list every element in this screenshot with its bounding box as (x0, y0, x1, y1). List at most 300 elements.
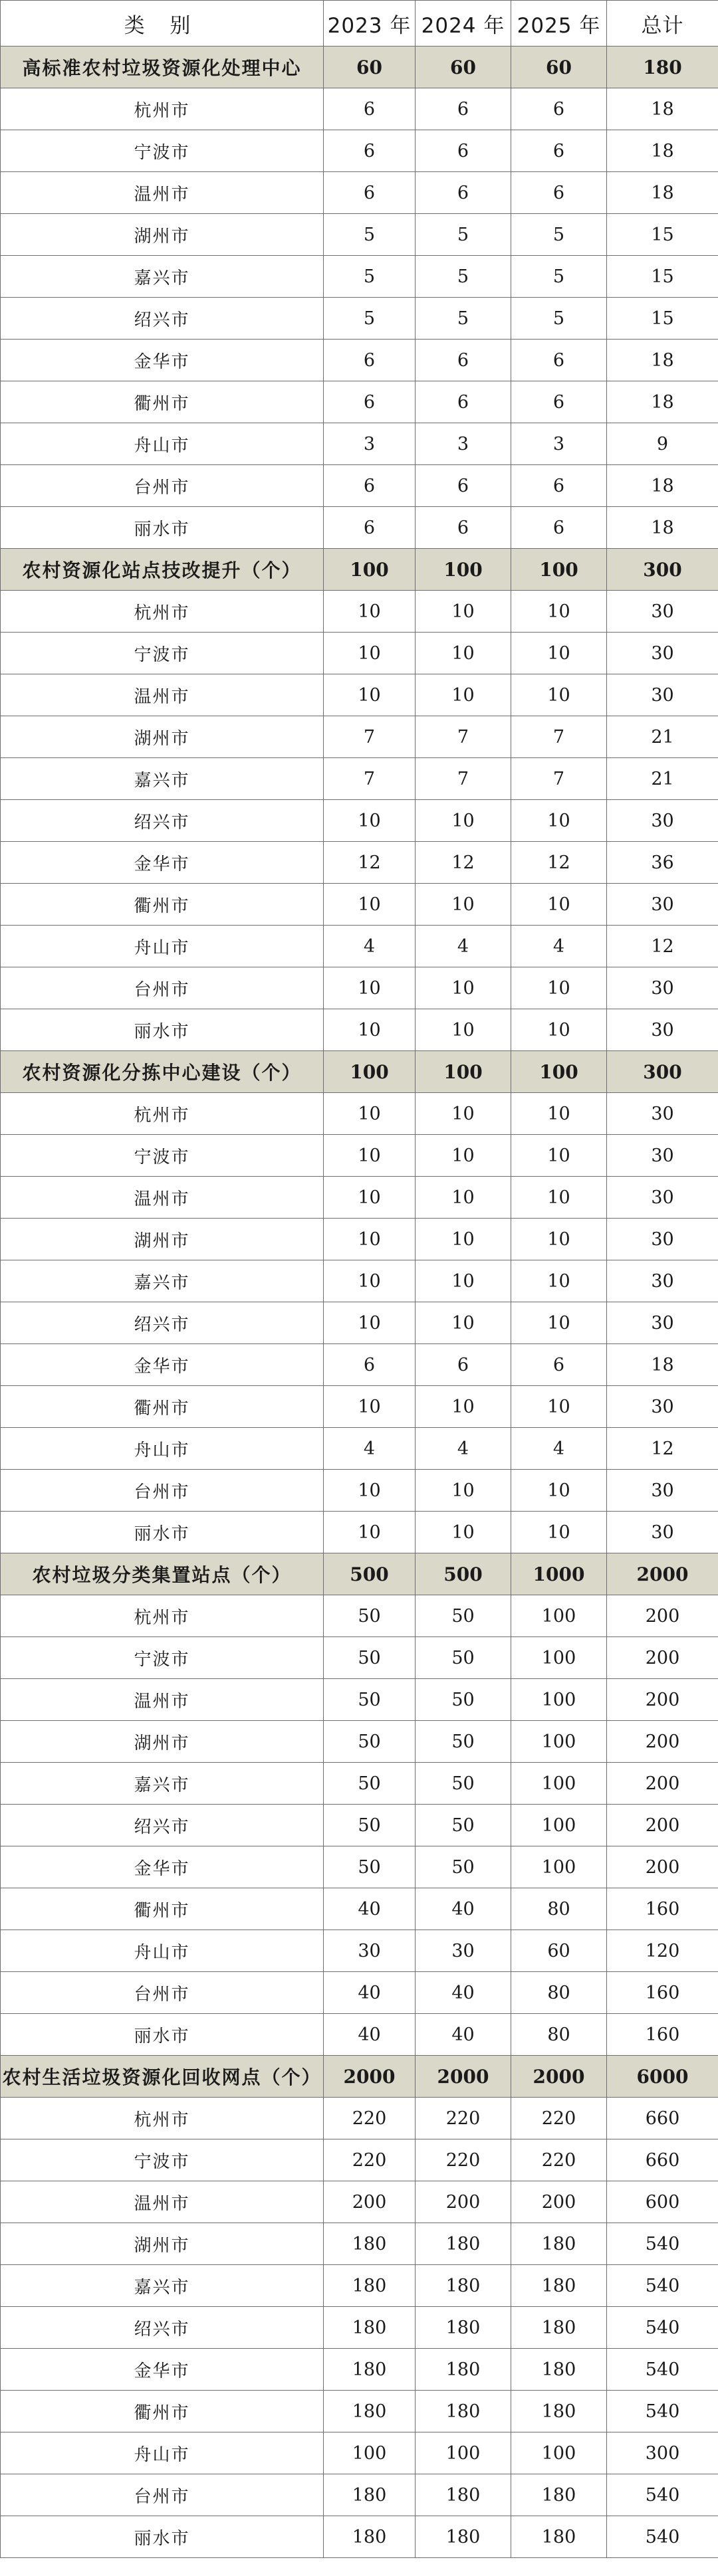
city-value-2024: 6 (416, 130, 511, 172)
table-row (1, 1888, 718, 1930)
group-name: 高标准农村垃圾资源化处理中心 (1, 47, 324, 88)
city-value-2024: 5 (416, 214, 511, 256)
city-value-2024: 180 (416, 2223, 511, 2265)
city-value-2023: 50 (324, 1846, 416, 1888)
city-value-2024: 10 (416, 1386, 511, 1428)
city-name: 嘉兴市 (1, 1260, 324, 1302)
city-value-total: 18 (607, 88, 718, 130)
city-value-total: 200 (607, 1763, 718, 1805)
city-value-2024: 50 (416, 1805, 511, 1846)
city-name: 嘉兴市 (1, 1763, 324, 1805)
city-value-2024: 6 (416, 381, 511, 423)
city-name: 宁波市 (1, 2139, 324, 2181)
city-value-2025: 6 (511, 381, 607, 423)
table-row (1, 842, 718, 884)
group-value-total: 6000 (607, 2056, 718, 2098)
city-value-total: 30 (607, 591, 718, 633)
city-value-total: 18 (607, 381, 718, 423)
city-value-2023: 180 (324, 2223, 416, 2265)
group-value-2023: 60 (324, 47, 416, 88)
city-value-2023: 5 (324, 298, 416, 340)
city-value-2025: 10 (511, 1386, 607, 1428)
city-value-2025: 6 (511, 465, 607, 507)
table-row (1, 1093, 718, 1135)
city-value-2024: 220 (416, 2098, 511, 2139)
city-value-total: 30 (607, 1386, 718, 1428)
city-value-total: 30 (607, 633, 718, 674)
city-value-total: 200 (607, 1595, 718, 1637)
city-value-2025: 10 (511, 884, 607, 926)
city-value-2024: 4 (416, 1428, 511, 1470)
city-name: 温州市 (1, 2181, 324, 2223)
city-value-total: 15 (607, 256, 718, 298)
city-name: 嘉兴市 (1, 758, 324, 800)
table-row (1, 2474, 718, 2516)
city-name: 湖州市 (1, 716, 324, 758)
city-name: 嘉兴市 (1, 2265, 324, 2307)
city-value-2024: 50 (416, 1679, 511, 1721)
city-name: 宁波市 (1, 1637, 324, 1679)
city-value-2024: 10 (416, 1302, 511, 1344)
city-value-2024: 10 (416, 1512, 511, 1553)
city-name: 衢州市 (1, 2391, 324, 2432)
table-row (1, 1260, 718, 1302)
city-value-2023: 5 (324, 214, 416, 256)
city-value-2024: 50 (416, 1721, 511, 1763)
table-row (1, 1763, 718, 1805)
city-value-2024: 180 (416, 2307, 511, 2349)
city-value-2023: 10 (324, 674, 416, 716)
city-value-total: 160 (607, 2014, 718, 2056)
city-value-total: 18 (607, 507, 718, 549)
city-value-2025: 10 (511, 591, 607, 633)
city-value-2023: 6 (324, 507, 416, 549)
city-value-2024: 7 (416, 758, 511, 800)
table-row (1, 465, 718, 507)
city-value-2025: 100 (511, 2432, 607, 2474)
table-row (1, 1972, 718, 2014)
city-name: 温州市 (1, 674, 324, 716)
table-row (1, 2391, 718, 2432)
table-row (1, 2139, 718, 2181)
city-value-2025: 10 (511, 1177, 607, 1219)
city-value-2025: 5 (511, 298, 607, 340)
city-value-total: 160 (607, 1972, 718, 2014)
city-value-2025: 80 (511, 2014, 607, 2056)
city-value-2023: 3 (324, 423, 416, 465)
table-row (1, 381, 718, 423)
city-name: 湖州市 (1, 1721, 324, 1763)
city-value-total: 30 (607, 674, 718, 716)
city-value-2023: 6 (324, 381, 416, 423)
city-value-2024: 40 (416, 2014, 511, 2056)
city-value-2025: 10 (511, 1260, 607, 1302)
table-row (1, 2223, 718, 2265)
city-value-2024: 7 (416, 716, 511, 758)
group-name: 农村垃圾分类集置站点（个） (1, 1553, 324, 1595)
city-value-total: 660 (607, 2098, 718, 2139)
city-value-2023: 4 (324, 1428, 416, 1470)
city-value-total: 200 (607, 1846, 718, 1888)
city-name: 杭州市 (1, 88, 324, 130)
city-value-2025: 6 (511, 1344, 607, 1386)
city-value-2025: 4 (511, 1428, 607, 1470)
city-value-2023: 180 (324, 2349, 416, 2391)
group-value-2025: 100 (511, 549, 607, 591)
city-value-total: 30 (607, 1302, 718, 1344)
city-value-total: 18 (607, 172, 718, 214)
city-name: 杭州市 (1, 1093, 324, 1135)
city-value-total: 9 (607, 423, 718, 465)
city-name: 丽水市 (1, 1512, 324, 1553)
city-value-total: 160 (607, 1888, 718, 1930)
city-value-total: 15 (607, 298, 718, 340)
city-name: 台州市 (1, 967, 324, 1009)
table-row (1, 2265, 718, 2307)
city-name: 湖州市 (1, 214, 324, 256)
city-value-2023: 10 (324, 1219, 416, 1260)
table-row (1, 633, 718, 674)
city-name: 台州市 (1, 1972, 324, 2014)
city-value-total: 600 (607, 2181, 718, 2223)
city-name: 金华市 (1, 1344, 324, 1386)
group-name: 农村资源化分拣中心建设（个） (1, 1051, 324, 1093)
city-name: 杭州市 (1, 591, 324, 633)
table-row (1, 88, 718, 130)
city-name: 舟山市 (1, 1428, 324, 1470)
city-value-total: 12 (607, 1428, 718, 1470)
header-2025: 2025 年 (511, 1, 607, 47)
group-value-2024: 100 (416, 549, 511, 591)
city-value-2023: 200 (324, 2181, 416, 2223)
city-value-2023: 10 (324, 1386, 416, 1428)
header-total: 总计 (607, 1, 718, 47)
city-value-2024: 10 (416, 884, 511, 926)
table-row (1, 1302, 718, 1344)
city-value-2024: 50 (416, 1763, 511, 1805)
city-value-total: 12 (607, 926, 718, 967)
city-value-2025: 100 (511, 1721, 607, 1763)
table-row (1, 1344, 718, 1386)
city-value-2024: 40 (416, 1972, 511, 2014)
city-name: 台州市 (1, 2474, 324, 2516)
city-value-2025: 180 (511, 2307, 607, 2349)
city-value-total: 30 (607, 1177, 718, 1219)
city-value-2024: 4 (416, 926, 511, 967)
table-row (1, 758, 718, 800)
city-name: 台州市 (1, 1470, 324, 1512)
table-row (1, 1386, 718, 1428)
city-value-2023: 10 (324, 591, 416, 633)
city-name: 宁波市 (1, 633, 324, 674)
city-value-2025: 10 (511, 800, 607, 842)
city-value-2023: 5 (324, 256, 416, 298)
group-value-total: 2000 (607, 1553, 718, 1595)
city-value-2024: 10 (416, 1260, 511, 1302)
city-value-2024: 10 (416, 633, 511, 674)
city-value-2023: 50 (324, 1637, 416, 1679)
city-name: 宁波市 (1, 1135, 324, 1177)
city-value-2025: 180 (511, 2391, 607, 2432)
city-name: 舟山市 (1, 423, 324, 465)
city-value-2024: 50 (416, 1637, 511, 1679)
city-name: 温州市 (1, 1679, 324, 1721)
city-name: 湖州市 (1, 1219, 324, 1260)
table-row (1, 172, 718, 214)
city-value-2025: 60 (511, 1930, 607, 1972)
city-value-2025: 180 (511, 2349, 607, 2391)
city-value-2025: 6 (511, 130, 607, 172)
table-row (1, 674, 718, 716)
header-2024: 2024 年 (416, 1, 511, 47)
city-value-2023: 7 (324, 716, 416, 758)
table-row (1, 800, 718, 842)
city-value-2024: 5 (416, 298, 511, 340)
city-value-2025: 5 (511, 256, 607, 298)
city-value-2023: 50 (324, 1763, 416, 1805)
city-value-2023: 180 (324, 2391, 416, 2432)
city-value-2025: 10 (511, 1009, 607, 1051)
city-name: 嘉兴市 (1, 256, 324, 298)
city-value-2024: 10 (416, 1135, 511, 1177)
city-name: 宁波市 (1, 130, 324, 172)
city-value-2023: 10 (324, 1512, 416, 1553)
city-value-2023: 10 (324, 633, 416, 674)
city-value-2024: 10 (416, 800, 511, 842)
city-value-2024: 40 (416, 1888, 511, 1930)
city-name: 舟山市 (1, 2432, 324, 2474)
city-value-2024: 50 (416, 1846, 511, 1888)
city-value-2025: 10 (511, 967, 607, 1009)
table-row (1, 967, 718, 1009)
table-row (1, 1805, 718, 1846)
city-value-total: 120 (607, 1930, 718, 1972)
city-name: 金华市 (1, 842, 324, 884)
city-value-2025: 80 (511, 1972, 607, 2014)
city-value-2023: 6 (324, 465, 416, 507)
city-value-2024: 180 (416, 2474, 511, 2516)
city-value-2024: 200 (416, 2181, 511, 2223)
city-value-2023: 100 (324, 2432, 416, 2474)
city-value-total: 300 (607, 2432, 718, 2474)
city-value-2023: 220 (324, 2098, 416, 2139)
city-value-2024: 180 (416, 2349, 511, 2391)
table-row (1, 1009, 718, 1051)
table-row (1, 2181, 718, 2223)
city-value-2025: 220 (511, 2098, 607, 2139)
group-name: 农村资源化站点技改提升（个） (1, 549, 324, 591)
city-value-2024: 180 (416, 2265, 511, 2307)
city-name: 衢州市 (1, 884, 324, 926)
city-value-2025: 10 (511, 1512, 607, 1553)
city-value-2024: 6 (416, 172, 511, 214)
city-value-2025: 180 (511, 2223, 607, 2265)
city-value-2025: 180 (511, 2474, 607, 2516)
city-value-2023: 6 (324, 130, 416, 172)
table-row (1, 2014, 718, 2056)
city-value-total: 30 (607, 800, 718, 842)
city-value-2025: 10 (511, 1302, 607, 1344)
city-value-total: 30 (607, 1470, 718, 1512)
city-value-2025: 100 (511, 1805, 607, 1846)
city-value-total: 200 (607, 1679, 718, 1721)
city-name: 衢州市 (1, 1888, 324, 1930)
city-value-2025: 10 (511, 1093, 607, 1135)
city-value-2025: 180 (511, 2265, 607, 2307)
group-row (1, 2056, 718, 2098)
table-row (1, 2349, 718, 2391)
table-row (1, 1512, 718, 1553)
table-row (1, 298, 718, 340)
city-value-2024: 50 (416, 1595, 511, 1637)
city-value-2023: 40 (324, 1972, 416, 2014)
table-row (1, 2516, 718, 2558)
city-value-2025: 10 (511, 1470, 607, 1512)
city-value-2023: 180 (324, 2516, 416, 2558)
city-name: 绍兴市 (1, 1805, 324, 1846)
group-value-2024: 500 (416, 1553, 511, 1595)
city-value-2024: 180 (416, 2516, 511, 2558)
city-value-2024: 6 (416, 1344, 511, 1386)
group-row (1, 1553, 718, 1595)
city-value-2023: 10 (324, 1135, 416, 1177)
table-row (1, 340, 718, 381)
city-value-2025: 7 (511, 716, 607, 758)
city-value-2023: 180 (324, 2474, 416, 2516)
city-value-2024: 3 (416, 423, 511, 465)
city-value-2025: 80 (511, 1888, 607, 1930)
table-row (1, 1177, 718, 1219)
city-value-2023: 10 (324, 1470, 416, 1512)
city-value-2023: 40 (324, 1888, 416, 1930)
city-value-total: 30 (607, 1093, 718, 1135)
city-name: 温州市 (1, 1177, 324, 1219)
city-value-2023: 30 (324, 1930, 416, 1972)
group-value-2025: 100 (511, 1051, 607, 1093)
city-name: 金华市 (1, 2349, 324, 2391)
city-value-total: 540 (607, 2307, 718, 2349)
city-value-2024: 10 (416, 674, 511, 716)
table-row (1, 1135, 718, 1177)
city-name: 绍兴市 (1, 2307, 324, 2349)
table-row (1, 423, 718, 465)
city-name: 台州市 (1, 465, 324, 507)
table-row (1, 214, 718, 256)
city-value-2023: 7 (324, 758, 416, 800)
city-value-2025: 6 (511, 340, 607, 381)
city-value-2025: 4 (511, 926, 607, 967)
city-name: 温州市 (1, 172, 324, 214)
city-value-2025: 100 (511, 1846, 607, 1888)
city-value-2025: 10 (511, 1135, 607, 1177)
city-value-2023: 50 (324, 1595, 416, 1637)
city-value-2025: 100 (511, 1763, 607, 1805)
group-name: 农村生活垃圾资源化回收网点（个） (1, 2056, 324, 2098)
city-value-2025: 180 (511, 2516, 607, 2558)
city-name: 丽水市 (1, 2014, 324, 2056)
city-value-total: 18 (607, 465, 718, 507)
city-value-2025: 6 (511, 172, 607, 214)
city-value-2023: 6 (324, 340, 416, 381)
city-value-total: 15 (607, 214, 718, 256)
city-value-2024: 220 (416, 2139, 511, 2181)
city-value-2024: 10 (416, 591, 511, 633)
city-value-2025: 220 (511, 2139, 607, 2181)
city-value-total: 30 (607, 1512, 718, 1553)
group-value-2023: 2000 (324, 2056, 416, 2098)
table-row (1, 884, 718, 926)
city-value-2024: 6 (416, 465, 511, 507)
group-value-total: 300 (607, 1051, 718, 1093)
city-value-total: 200 (607, 1721, 718, 1763)
city-name: 绍兴市 (1, 1302, 324, 1344)
city-value-2024: 180 (416, 2391, 511, 2432)
city-value-2023: 12 (324, 842, 416, 884)
city-value-total: 30 (607, 967, 718, 1009)
city-value-2023: 10 (324, 1009, 416, 1051)
city-value-total: 18 (607, 340, 718, 381)
city-value-2023: 10 (324, 967, 416, 1009)
city-value-2023: 6 (324, 88, 416, 130)
table-row (1, 1637, 718, 1679)
group-value-2023: 500 (324, 1553, 416, 1595)
city-value-total: 200 (607, 1805, 718, 1846)
city-value-2024: 5 (416, 256, 511, 298)
city-name: 湖州市 (1, 2223, 324, 2265)
city-value-2024: 12 (416, 842, 511, 884)
city-value-2025: 6 (511, 507, 607, 549)
group-value-total: 300 (607, 549, 718, 591)
city-name: 衢州市 (1, 1386, 324, 1428)
city-value-2025: 100 (511, 1679, 607, 1721)
city-name: 丽水市 (1, 1009, 324, 1051)
table-row (1, 256, 718, 298)
city-value-total: 200 (607, 1637, 718, 1679)
header-2023: 2023 年 (324, 1, 416, 47)
city-value-2023: 50 (324, 1805, 416, 1846)
city-value-2025: 10 (511, 674, 607, 716)
city-value-2023: 6 (324, 172, 416, 214)
city-value-2023: 10 (324, 1260, 416, 1302)
city-name: 绍兴市 (1, 298, 324, 340)
city-value-total: 18 (607, 1344, 718, 1386)
table-row (1, 2098, 718, 2139)
city-value-total: 540 (607, 2265, 718, 2307)
city-value-2024: 10 (416, 1177, 511, 1219)
table-row (1, 1470, 718, 1512)
city-value-2023: 180 (324, 2307, 416, 2349)
city-value-total: 30 (607, 1009, 718, 1051)
city-value-2024: 100 (416, 2432, 511, 2474)
group-value-2023: 100 (324, 549, 416, 591)
table-row (1, 2307, 718, 2349)
city-name: 舟山市 (1, 926, 324, 967)
table-row (1, 1846, 718, 1888)
city-value-2023: 50 (324, 1721, 416, 1763)
table-body (1, 47, 718, 2558)
city-value-2024: 10 (416, 1219, 511, 1260)
city-value-2025: 5 (511, 214, 607, 256)
city-value-2025: 10 (511, 1219, 607, 1260)
table-row (1, 716, 718, 758)
city-value-2023: 10 (324, 800, 416, 842)
group-value-2024: 60 (416, 47, 511, 88)
city-value-2023: 10 (324, 1093, 416, 1135)
city-name: 杭州市 (1, 1595, 324, 1637)
group-value-2023: 100 (324, 1051, 416, 1093)
city-value-2025: 7 (511, 758, 607, 800)
city-value-total: 30 (607, 1135, 718, 1177)
